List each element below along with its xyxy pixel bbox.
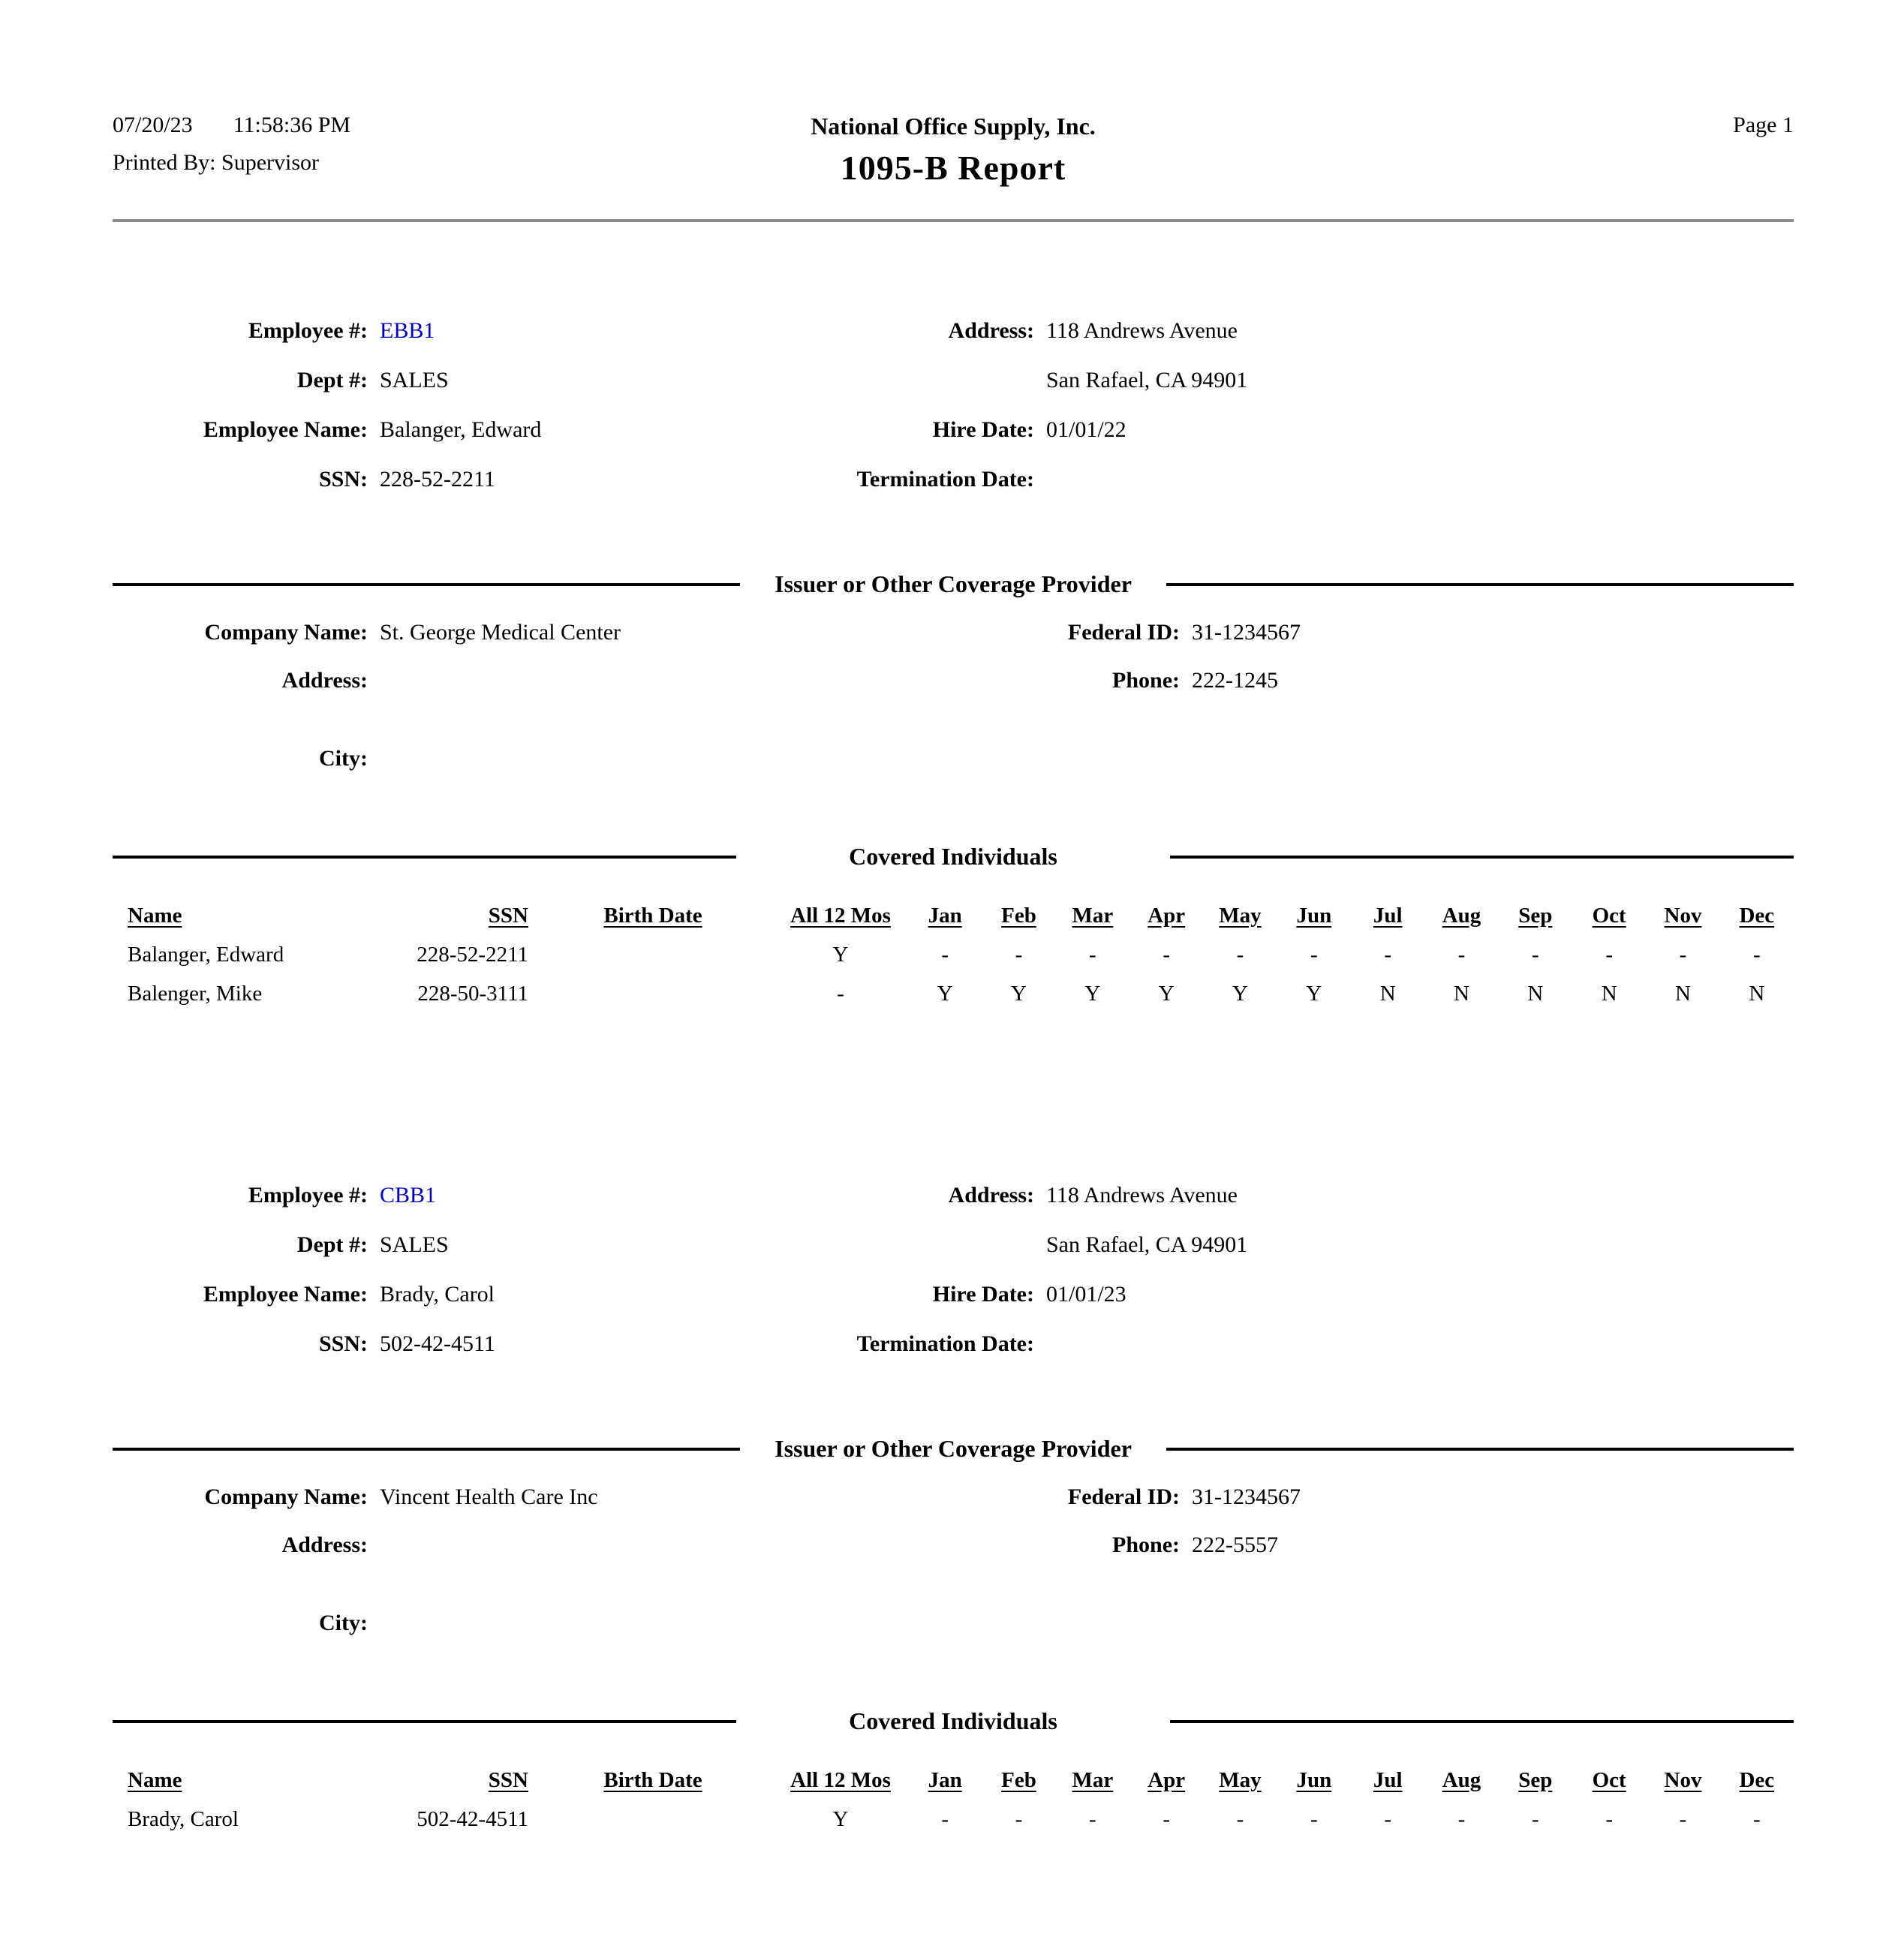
month-cell: - bbox=[1605, 942, 1613, 967]
issuer-company-label: Company Name: bbox=[204, 620, 368, 645]
employee-section-2 bbox=[113, 1171, 1794, 1839]
issuer-section-divider bbox=[113, 1435, 1794, 1463]
covered-section-title: Covered Individuals bbox=[849, 1707, 1057, 1734]
col-birthdate-header: Birth Date bbox=[603, 903, 702, 928]
month-header-jul: Jul bbox=[1373, 1767, 1403, 1792]
issuer-company-label: Company Name: bbox=[204, 1484, 368, 1509]
covered-ssn: 502-42-4511 bbox=[417, 1806, 528, 1831]
month-cell: - bbox=[1457, 942, 1466, 967]
month-cell: Y bbox=[937, 981, 953, 1006]
issuer-address-label: Address: bbox=[281, 1532, 368, 1557]
col-all12-header: All 12 Mos bbox=[790, 1767, 891, 1792]
issuer-address-value bbox=[380, 1521, 935, 1569]
issuer-info-grid bbox=[113, 609, 1794, 783]
employee-info-grid bbox=[113, 306, 1794, 504]
header-rule bbox=[113, 219, 1794, 222]
month-cell: Y bbox=[1158, 981, 1175, 1006]
month-cell: - bbox=[1163, 942, 1170, 967]
month-cell: - bbox=[1605, 1806, 1613, 1831]
month-header-nov: Nov bbox=[1664, 903, 1702, 928]
employee-name-label: Employee Name: bbox=[203, 1282, 368, 1307]
covered-name: Brady, Carol bbox=[128, 1806, 239, 1831]
month-header-dec: Dec bbox=[1739, 1767, 1775, 1792]
issuer-company-value: Vincent Health Care Inc bbox=[380, 1484, 598, 1509]
hire-date-label: Hire Date: bbox=[932, 1282, 1034, 1307]
divider-line bbox=[113, 1720, 736, 1723]
col-all12-header: All 12 Mos bbox=[790, 903, 891, 928]
month-cell: N bbox=[1749, 981, 1765, 1006]
month-cell: N bbox=[1527, 981, 1544, 1006]
col-birthdate-header: Birth Date bbox=[603, 1767, 702, 1792]
divider-line bbox=[1170, 856, 1794, 859]
covered-individuals-table bbox=[128, 896, 1794, 1013]
covered-individuals-table bbox=[128, 1761, 1794, 1839]
issuer-address-label: Address: bbox=[281, 668, 368, 693]
page-number: Page 1 bbox=[1733, 113, 1794, 137]
hire-date-value: 01/01/22 bbox=[1046, 417, 1126, 442]
report-title: 1095-B Report bbox=[840, 149, 1066, 187]
month-cell: Y bbox=[1084, 981, 1101, 1006]
month-cell: - bbox=[1531, 942, 1539, 967]
month-header-jun: Jun bbox=[1296, 1767, 1332, 1792]
phone-label: Phone: bbox=[1112, 1532, 1180, 1557]
termination-date-label: Termination Date: bbox=[856, 1331, 1034, 1356]
printed-by-value: Supervisor bbox=[221, 150, 320, 175]
issuer-section-title: Issuer or Other Coverage Provider bbox=[775, 570, 1132, 597]
month-header-dec: Dec bbox=[1739, 903, 1775, 928]
month-cell: - bbox=[1310, 1806, 1318, 1831]
month-cell: - bbox=[1531, 1806, 1539, 1831]
month-header-oct: Oct bbox=[1592, 1767, 1626, 1792]
spacer bbox=[809, 356, 1034, 405]
covered-all12: Y bbox=[832, 1806, 849, 1831]
termination-date-label: Termination Date: bbox=[856, 467, 1034, 492]
employee-num-label: Employee #: bbox=[248, 318, 368, 343]
month-cell: - bbox=[1457, 1806, 1466, 1831]
phone-value: 222-5557 bbox=[1192, 1532, 1278, 1557]
month-header-mar: Mar bbox=[1072, 903, 1114, 928]
month-header-aug: Aug bbox=[1442, 903, 1481, 928]
print-datetime bbox=[113, 113, 811, 138]
ssn-label: SSN: bbox=[318, 467, 368, 492]
covered-name: Balanger, Edward bbox=[128, 942, 284, 967]
month-header-oct: Oct bbox=[1592, 903, 1626, 928]
month-cell: - bbox=[1163, 1806, 1170, 1831]
divider-line bbox=[1166, 583, 1794, 586]
city-value bbox=[380, 1569, 935, 1647]
city-value bbox=[380, 705, 935, 783]
month-cell: - bbox=[1236, 942, 1244, 967]
month-cell: - bbox=[1679, 1806, 1687, 1831]
issuer-address-value bbox=[380, 657, 935, 705]
covered-row bbox=[128, 974, 1794, 1013]
month-header-may: May bbox=[1219, 1767, 1262, 1792]
month-cell: - bbox=[1236, 1806, 1244, 1831]
ssn-label: SSN: bbox=[318, 1331, 368, 1356]
col-name-header: Name bbox=[128, 903, 182, 928]
issuer-section-title: Issuer or Other Coverage Provider bbox=[775, 1435, 1132, 1462]
spacer bbox=[947, 1569, 1180, 1647]
employee-num-value[interactable]: CBB1 bbox=[380, 1183, 437, 1208]
month-header-jun: Jun bbox=[1296, 903, 1332, 928]
covered-section-divider bbox=[113, 843, 1794, 871]
month-cell: N bbox=[1379, 981, 1396, 1006]
spacer bbox=[947, 705, 1180, 783]
month-header-jan: Jan bbox=[928, 903, 962, 928]
month-cell: Y bbox=[1306, 981, 1322, 1006]
month-cell: - bbox=[1384, 942, 1391, 967]
issuer-info-grid bbox=[113, 1473, 1794, 1647]
dept-num-value: SALES bbox=[380, 368, 449, 393]
printed-by bbox=[113, 150, 811, 176]
month-header-mar: Mar bbox=[1072, 1767, 1114, 1792]
covered-all12: Y bbox=[832, 942, 849, 967]
covered-ssn: 228-50-3111 bbox=[417, 981, 528, 1006]
covered-section-title: Covered Individuals bbox=[849, 843, 1057, 870]
city-label: City: bbox=[319, 746, 368, 771]
divider-line bbox=[1170, 1720, 1794, 1723]
month-cell: - bbox=[1015, 1806, 1023, 1831]
month-header-nov: Nov bbox=[1664, 1767, 1702, 1792]
company-name: National Office Supply, Inc. bbox=[811, 113, 1096, 140]
employee-name-value: Balanger, Edward bbox=[380, 417, 542, 442]
month-cell: - bbox=[1752, 1806, 1761, 1831]
federal-id-value: 31-1234567 bbox=[1192, 1484, 1301, 1509]
employee-info-grid bbox=[113, 1171, 1794, 1369]
covered-row bbox=[128, 1800, 1794, 1839]
address-label: Address: bbox=[948, 1183, 1034, 1208]
col-name-header: Name bbox=[128, 1767, 182, 1792]
city-label: City: bbox=[319, 1611, 368, 1635]
dept-num-value: SALES bbox=[380, 1232, 449, 1257]
report-header bbox=[113, 113, 1794, 188]
employee-name-value: Brady, Carol bbox=[380, 1282, 495, 1307]
month-header-aug: Aug bbox=[1442, 1767, 1481, 1792]
month-cell: - bbox=[941, 942, 949, 967]
covered-all12: - bbox=[837, 981, 844, 1006]
col-ssn-header: SSN bbox=[488, 903, 528, 928]
address-line1: 118 Andrews Avenue bbox=[1046, 1183, 1238, 1208]
month-cell: - bbox=[1310, 942, 1318, 967]
covered-table-header-row bbox=[128, 896, 1794, 935]
phone-label: Phone: bbox=[1112, 668, 1180, 693]
printed-by-label: Printed By: bbox=[113, 150, 216, 175]
month-header-apr: Apr bbox=[1148, 903, 1186, 928]
hire-date-value: 01/01/23 bbox=[1046, 1282, 1126, 1307]
address-line1: 118 Andrews Avenue bbox=[1046, 318, 1238, 343]
divider-line bbox=[1166, 1448, 1794, 1451]
month-cell: - bbox=[1384, 1806, 1391, 1831]
issuer-company-value: St. George Medical Center bbox=[380, 620, 621, 645]
month-cell: N bbox=[1454, 981, 1469, 1006]
month-header-sep: Sep bbox=[1518, 1767, 1553, 1792]
ssn-value: 228-52-2211 bbox=[380, 467, 495, 492]
col-ssn-header: SSN bbox=[488, 1767, 528, 1792]
phone-value: 222-1245 bbox=[1192, 668, 1278, 693]
issuer-section-divider bbox=[113, 570, 1794, 598]
month-cell: - bbox=[1015, 942, 1023, 967]
employee-num-value[interactable]: EBB1 bbox=[380, 318, 435, 343]
month-cell: - bbox=[941, 1806, 949, 1831]
employee-section-1 bbox=[113, 306, 1794, 1013]
month-cell: N bbox=[1675, 981, 1691, 1006]
federal-id-label: Federal ID: bbox=[1067, 620, 1180, 645]
covered-row bbox=[128, 935, 1794, 974]
address-label: Address: bbox=[948, 318, 1034, 343]
employee-num-label: Employee #: bbox=[248, 1183, 368, 1208]
termination-date-value bbox=[1046, 455, 1794, 504]
month-header-feb: Feb bbox=[1001, 1767, 1036, 1792]
month-header-feb: Feb bbox=[1001, 903, 1036, 928]
print-date: 07/20/23 bbox=[113, 113, 193, 137]
month-header-may: May bbox=[1219, 903, 1262, 928]
federal-id-label: Federal ID: bbox=[1067, 1484, 1180, 1509]
hire-date-label: Hire Date: bbox=[932, 417, 1034, 442]
covered-name: Balenger, Mike bbox=[128, 981, 263, 1006]
spacer bbox=[809, 1220, 1034, 1270]
covered-section-divider bbox=[113, 1707, 1794, 1735]
month-header-sep: Sep bbox=[1518, 903, 1553, 928]
employee-name-label: Employee Name: bbox=[203, 417, 368, 442]
month-cell: - bbox=[1679, 942, 1687, 967]
divider-line bbox=[113, 856, 736, 859]
divider-line bbox=[113, 1448, 740, 1451]
month-cell: Y bbox=[1232, 981, 1248, 1006]
spacer bbox=[1192, 1569, 1794, 1647]
month-cell: Y bbox=[1011, 981, 1027, 1006]
spacer bbox=[1192, 705, 1794, 783]
ssn-value: 502-42-4511 bbox=[380, 1331, 495, 1356]
dept-num-label: Dept #: bbox=[296, 1232, 368, 1257]
month-cell: - bbox=[1088, 942, 1096, 967]
month-header-apr: Apr bbox=[1148, 1767, 1186, 1792]
print-time: 11:58:36 PM bbox=[233, 113, 351, 137]
month-header-jan: Jan bbox=[928, 1767, 962, 1792]
divider-line bbox=[113, 583, 740, 586]
federal-id-value: 31-1234567 bbox=[1192, 620, 1301, 645]
address-line2: San Rafael, CA 94901 bbox=[1046, 368, 1248, 393]
month-header-jul: Jul bbox=[1373, 903, 1403, 928]
covered-ssn: 228-52-2211 bbox=[417, 942, 528, 967]
month-cell: N bbox=[1601, 981, 1617, 1006]
month-cell: - bbox=[1088, 1806, 1096, 1831]
header-left bbox=[113, 113, 811, 176]
header-center bbox=[811, 113, 1096, 188]
covered-table-header-row bbox=[128, 1761, 1794, 1800]
month-cell: - bbox=[1752, 942, 1761, 967]
address-line2: San Rafael, CA 94901 bbox=[1046, 1232, 1248, 1257]
termination-date-value bbox=[1046, 1319, 1794, 1369]
dept-num-label: Dept #: bbox=[296, 368, 368, 393]
